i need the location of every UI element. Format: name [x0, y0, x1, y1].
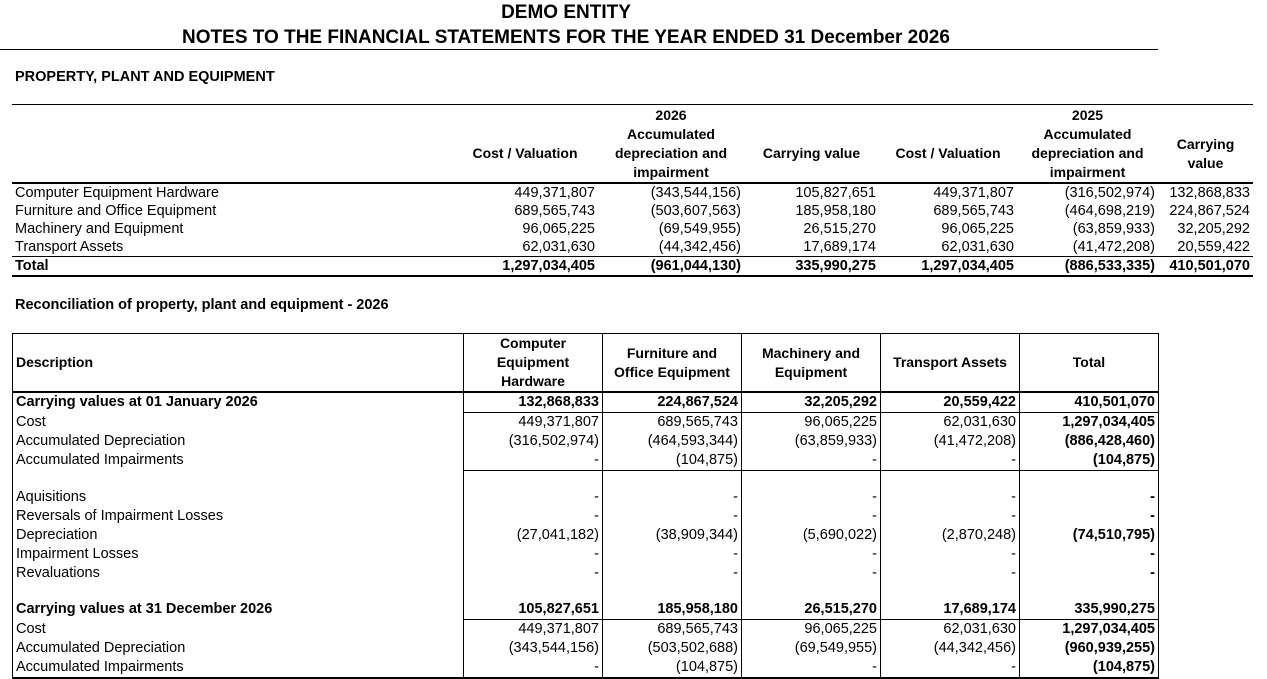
- ppe-row: [12, 202, 1253, 220]
- ppe-cell: 17,689,174: [803, 239, 876, 255]
- recon-row: [13, 658, 1159, 678]
- recon-cell: -: [881, 488, 1020, 507]
- recon-col-description: Description: [13, 334, 464, 393]
- ppe-total-label: Total: [12, 257, 452, 277]
- recon-row: [13, 432, 1159, 451]
- recon-cell: -: [742, 451, 881, 471]
- recon-row-label: Reversals of Impairment Losses: [13, 507, 464, 526]
- recon-row-label: Cost: [13, 620, 464, 640]
- recon-cell: 224,867,524: [603, 392, 742, 413]
- recon-cell: (63,859,933): [742, 432, 881, 451]
- recon-cell: -: [742, 545, 881, 564]
- ppe-cell: 105,827,651: [795, 185, 876, 201]
- recon-spacer-row: [13, 471, 1159, 489]
- ppe-cell: (316,502,974): [1064, 185, 1155, 201]
- recon-cell: -: [464, 488, 603, 507]
- ppe-cell: 689,565,743: [514, 203, 595, 219]
- ppe-cell: (464,698,219): [1064, 203, 1155, 219]
- recon-cell: 62,031,630: [881, 620, 1020, 640]
- ppe-total-cell: 1,297,034,405: [879, 257, 1017, 277]
- ppe-row-label: Transport Assets: [15, 239, 124, 255]
- recon-cell: 449,371,807: [464, 620, 603, 640]
- recon-row-label: Impairment Losses: [13, 545, 464, 564]
- ppe-cell: 185,958,180: [795, 203, 876, 219]
- recon-cell: -: [1020, 545, 1159, 564]
- recon-row: [13, 413, 1159, 433]
- ppe-col-carrying-2025: Carrying value: [1158, 125, 1253, 183]
- recon-cell: -: [603, 564, 742, 583]
- recon-spacer-row: [13, 583, 1159, 600]
- recon-cell: 105,827,651: [464, 600, 603, 620]
- recon-cell: (104,875): [603, 658, 742, 678]
- ppe-total-cell: (886,533,335): [1017, 257, 1158, 277]
- recon-cell: -: [742, 658, 881, 678]
- recon-row-label: Cost: [13, 413, 464, 433]
- recon-cell: -: [464, 564, 603, 583]
- ppe-row: [12, 183, 1253, 202]
- recon-cell: 132,868,833: [464, 392, 603, 413]
- ppe-year-2026: 2026: [598, 105, 744, 126]
- recon-cell: (316,502,974): [464, 432, 603, 451]
- recon-cell: -: [464, 451, 603, 471]
- ppe-cell: 449,371,807: [933, 185, 1014, 201]
- recon-cell: (44,342,456): [881, 639, 1020, 658]
- recon-col-transport: Transport Assets: [881, 334, 1020, 393]
- recon-row: [13, 488, 1159, 507]
- ppe-cell: 96,065,225: [522, 221, 595, 237]
- recon-cell: 96,065,225: [742, 620, 881, 640]
- recon-row: [13, 564, 1159, 583]
- ppe-cell: 132,868,833: [1169, 185, 1250, 201]
- recon-cell: 449,371,807: [464, 413, 603, 433]
- entity-name: DEMO ENTITY: [501, 2, 631, 23]
- recon-cell: 1,297,034,405: [1020, 413, 1159, 433]
- recon-row-label: Depreciation: [13, 526, 464, 545]
- ppe-col-accum-2026: Accumulated depreciation and impairment: [598, 125, 744, 183]
- ppe-cell: (503,607,563): [650, 203, 741, 219]
- recon-row-label: Accumulated Impairments: [13, 451, 464, 471]
- recon-row: [13, 620, 1159, 640]
- recon-cell: (960,939,255): [1020, 639, 1159, 658]
- recon-cell: -: [742, 564, 881, 583]
- recon-cell: (2,870,248): [881, 526, 1020, 545]
- recon-cell: -: [1020, 564, 1159, 583]
- recon-cell: -: [464, 658, 603, 678]
- recon-cell: (27,041,182): [464, 526, 603, 545]
- ppe-cell: 62,031,630: [522, 239, 595, 255]
- recon-row-label: Accumulated Depreciation: [13, 639, 464, 658]
- ppe-cell: 20,559,422: [1177, 239, 1250, 255]
- recon-cell: -: [742, 488, 881, 507]
- ppe-cell: (63,859,933): [1072, 221, 1155, 237]
- ppe-col-cost-2025: Cost / Valuation: [879, 125, 1017, 183]
- recon-cell: -: [881, 545, 1020, 564]
- recon-row-label: Carrying values at 31 December 2026: [13, 600, 464, 620]
- recon-cell: 62,031,630: [881, 413, 1020, 433]
- ppe-total-cell: 410,501,070: [1158, 257, 1253, 277]
- recon-cell: (343,544,156): [464, 639, 603, 658]
- recon-row: [13, 545, 1159, 564]
- ppe-total-cell: 1,297,034,405: [452, 257, 598, 277]
- ppe-cell: (41,472,208): [1072, 239, 1155, 255]
- recon-col-total: Total: [1020, 334, 1159, 393]
- recon-table: [12, 333, 1159, 679]
- ppe-col-carrying-2026: Carrying value: [744, 125, 879, 183]
- recon-opening-row: [13, 392, 1159, 413]
- recon-cell: -: [1020, 507, 1159, 526]
- recon-cell: -: [742, 507, 881, 526]
- recon-row-label: Carrying values at 01 January 2026: [13, 392, 464, 413]
- ppe-cell: 26,515,270: [803, 221, 876, 237]
- ppe-cell: 96,065,225: [941, 221, 1014, 237]
- recon-cell: (503,502,688): [603, 639, 742, 658]
- recon-cell: -: [464, 545, 603, 564]
- recon-cell: (464,593,344): [603, 432, 742, 451]
- recon-cell: (104,875): [1020, 451, 1159, 471]
- recon-col-furniture: Furniture and Office Equipment: [603, 334, 742, 393]
- recon-cell: 26,515,270: [742, 600, 881, 620]
- ppe-cell: 449,371,807: [514, 185, 595, 201]
- recon-cell: -: [603, 488, 742, 507]
- recon-cell: -: [464, 507, 603, 526]
- ppe-row: [12, 238, 1253, 257]
- ppe-header-blank: [12, 105, 452, 126]
- recon-cell: (104,875): [603, 451, 742, 471]
- recon-cell: -: [881, 564, 1020, 583]
- recon-cell: 689,565,743: [603, 413, 742, 433]
- recon-cell: 32,205,292: [742, 392, 881, 413]
- ppe-cell: 689,565,743: [933, 203, 1014, 219]
- recon-cell: (104,875): [1020, 658, 1159, 678]
- recon-closing-row: [13, 600, 1159, 620]
- recon-section-title: Reconciliation of property, plant and equipment - 2026: [15, 297, 389, 313]
- recon-cell: (74,510,795): [1020, 526, 1159, 545]
- recon-col-machinery: Machinery and Equipment: [742, 334, 881, 393]
- recon-row-label: Revaluations: [13, 564, 464, 583]
- recon-cell: -: [603, 545, 742, 564]
- recon-row: [13, 526, 1159, 545]
- recon-col-computer: Computer Equipment Hardware: [464, 334, 603, 393]
- recon-row: [13, 507, 1159, 526]
- recon-cell: 1,297,034,405: [1020, 620, 1159, 640]
- ppe-col-accum-2025: Accumulated depreciation and impairment: [1017, 125, 1158, 183]
- recon-cell: (5,690,022): [742, 526, 881, 545]
- recon-cell: (38,909,344): [603, 526, 742, 545]
- recon-cell: (41,472,208): [881, 432, 1020, 451]
- recon-cell: -: [881, 451, 1020, 471]
- ppe-year-2025: 2025: [1017, 105, 1158, 126]
- ppe-cell: 32,205,292: [1177, 221, 1250, 237]
- recon-cell: -: [603, 507, 742, 526]
- ppe-table: [12, 104, 1253, 277]
- recon-row: [13, 451, 1159, 471]
- ppe-section-title: PROPERTY, PLANT AND EQUIPMENT: [15, 69, 275, 85]
- recon-cell: 17,689,174: [881, 600, 1020, 620]
- ppe-cell: (343,544,156): [650, 185, 741, 201]
- ppe-row-label: Furniture and Office Equipment: [15, 203, 217, 219]
- recon-cell: -: [881, 507, 1020, 526]
- recon-cell: 185,958,180: [603, 600, 742, 620]
- recon-cell: 335,990,275: [1020, 600, 1159, 620]
- ppe-total-cell: 335,990,275: [744, 257, 879, 277]
- recon-cell: (886,428,460): [1020, 432, 1159, 451]
- ppe-row-label: Computer Equipment Hardware: [15, 185, 219, 201]
- ppe-cell: 62,031,630: [941, 239, 1014, 255]
- recon-row-label: Aquisitions: [13, 488, 464, 507]
- header-divider: [0, 49, 1158, 50]
- ppe-total-cell: (961,044,130): [598, 257, 744, 277]
- notes-title: NOTES TO THE FINANCIAL STATEMENTS FOR THE YEAR ENDED 31 December 2026: [182, 27, 950, 48]
- ppe-total-row: [12, 257, 1253, 277]
- recon-cell: 96,065,225: [742, 413, 881, 433]
- recon-cell: -: [1020, 488, 1159, 507]
- recon-cell: 20,559,422: [881, 392, 1020, 413]
- ppe-col-cost-2026: Cost / Valuation: [452, 125, 598, 183]
- ppe-cell: (44,342,456): [658, 239, 741, 255]
- ppe-row: [12, 220, 1253, 238]
- ppe-row-label: Machinery and Equipment: [15, 221, 184, 237]
- ppe-cell: 224,867,524: [1169, 203, 1250, 219]
- recon-row-label: Accumulated Impairments: [13, 658, 464, 678]
- recon-row-label: Accumulated Depreciation: [13, 432, 464, 451]
- recon-cell: 689,565,743: [603, 620, 742, 640]
- recon-cell: 410,501,070: [1020, 392, 1159, 413]
- recon-cell: -: [881, 658, 1020, 678]
- ppe-cell: (69,549,955): [658, 221, 741, 237]
- recon-cell: (69,549,955): [742, 639, 881, 658]
- recon-row: [13, 639, 1159, 658]
